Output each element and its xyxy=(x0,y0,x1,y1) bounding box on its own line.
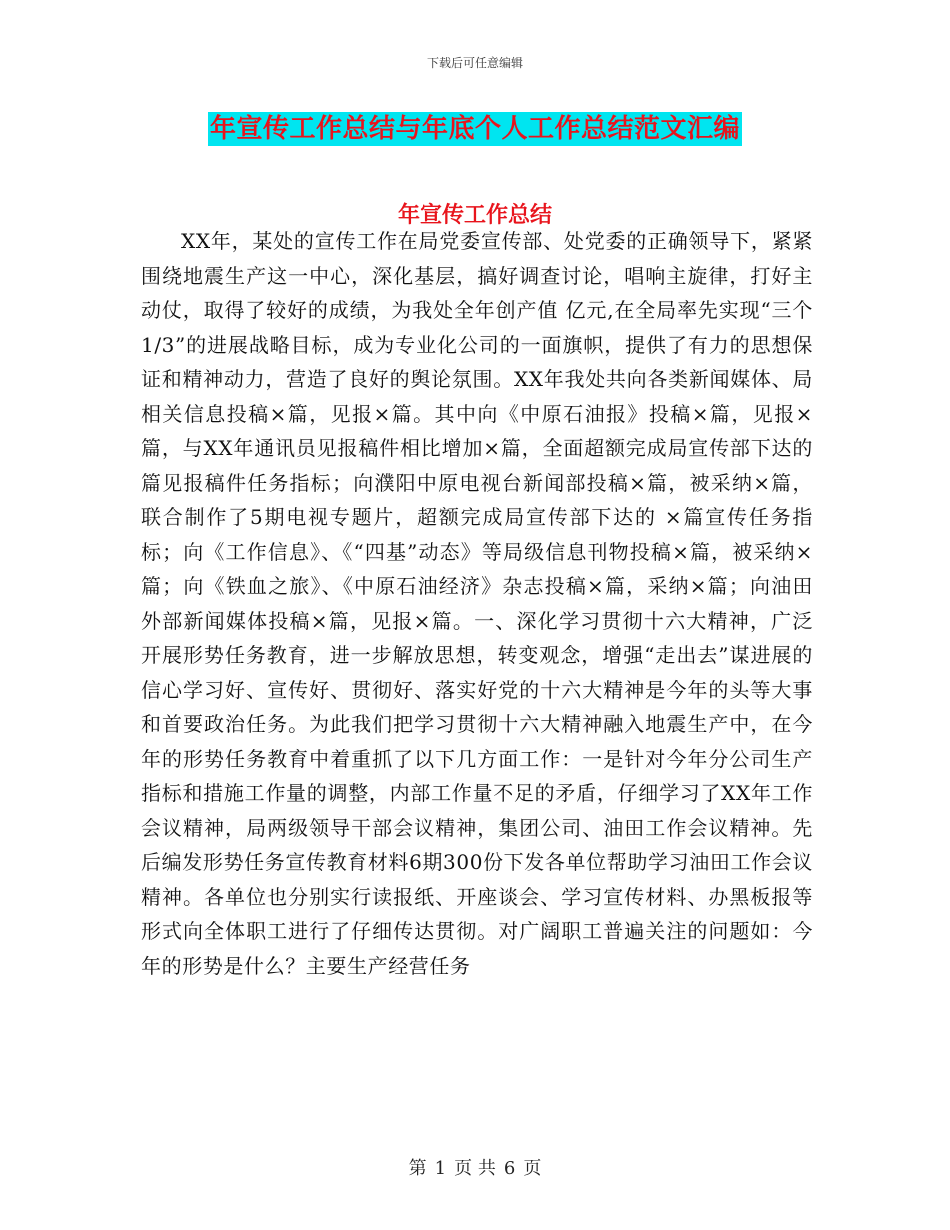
body-paragraph: XX年，某处的宣传工作在局党委宣传部、处党委的正确领导下，紧紧围绕地震生产这一中心，深化基层，搞好调查讨论，唱响主旋律，打好主动仗，取得了较好的成绩，为我处全年创产值 亿元,在全局率先实现“三个1/3”的进展战略目标，成为专业化公司的一面旗帜，提供了有力的思想保证和精神动力，营造了良好的舆论氛围。XX年我处共向各类新闻媒体、局相关信息投稿×篇，见报×篇。其中向《中原石油报》投稿×篇，见报×篇，与XX年通讯员见报稿件相比增加×篇，全面超额完成局宣传部下达的篇见报稿件任务指标；向濮阳中原电视台新闻部投稿×篇，被采纳×篇，联合制作了5期电视专题片，超额完成局宣传部下达的 ×篇宣传任务指标；向《工作信息》、《“四基”动态》等局级信息刊物投稿×篇，被采纳×篇；向《铁血之旅》、《中原石油经济》杂志投稿×篇，采纳×篇；向油田外部新闻媒体投稿×篇，见报×篇。一、深化学习贯彻十六大精神，广泛开展形势任务教育，进一步解放思想，转变观念，增强“走出去”谋进展的信心学习好、宣传好、贯彻好、落实好党的十六大精神是今年的头等大事和首要政治任务。为此我们把学习贯彻十六大精神融入地震生产中，在今年的形势任务教育中着重抓了以下几方面工作：一是针对今年分公司生产指标和措施工作量的调整，内部工作量不足的矛盾，仔细学习了XX年工作会议精神，局两级领导干部会议精神，集团公司、油田工作会议精神。先后编发形势任务宣传教育材料6期300份下发各单位帮助学习油田工作会议精神。各单位也分别实行读报纸、开座谈会、学习宣传材料、办黑板报等形式向全体职工进行了仔细传达贯彻。对广阔职工普遍关注的问题如：今年的形势是什么？主要生产经营任务 xyxy=(141,229,813,978)
page-label-mid: 页 共 xyxy=(454,1158,496,1179)
main-title-container xyxy=(0,112,950,146)
page-footer xyxy=(0,1154,950,1180)
section-title: 年宣传工作总结 xyxy=(397,203,552,228)
page-label-suffix: 页 xyxy=(523,1158,542,1179)
main-title: 年宣传工作总结与年底个人工作总结范文汇编 xyxy=(209,114,740,144)
header-note: 下载后可任意编辑 xyxy=(426,56,523,70)
page-total: 6 xyxy=(503,1158,516,1179)
page-label-prefix: 第 xyxy=(408,1158,427,1179)
page-current: 1 xyxy=(434,1158,447,1179)
